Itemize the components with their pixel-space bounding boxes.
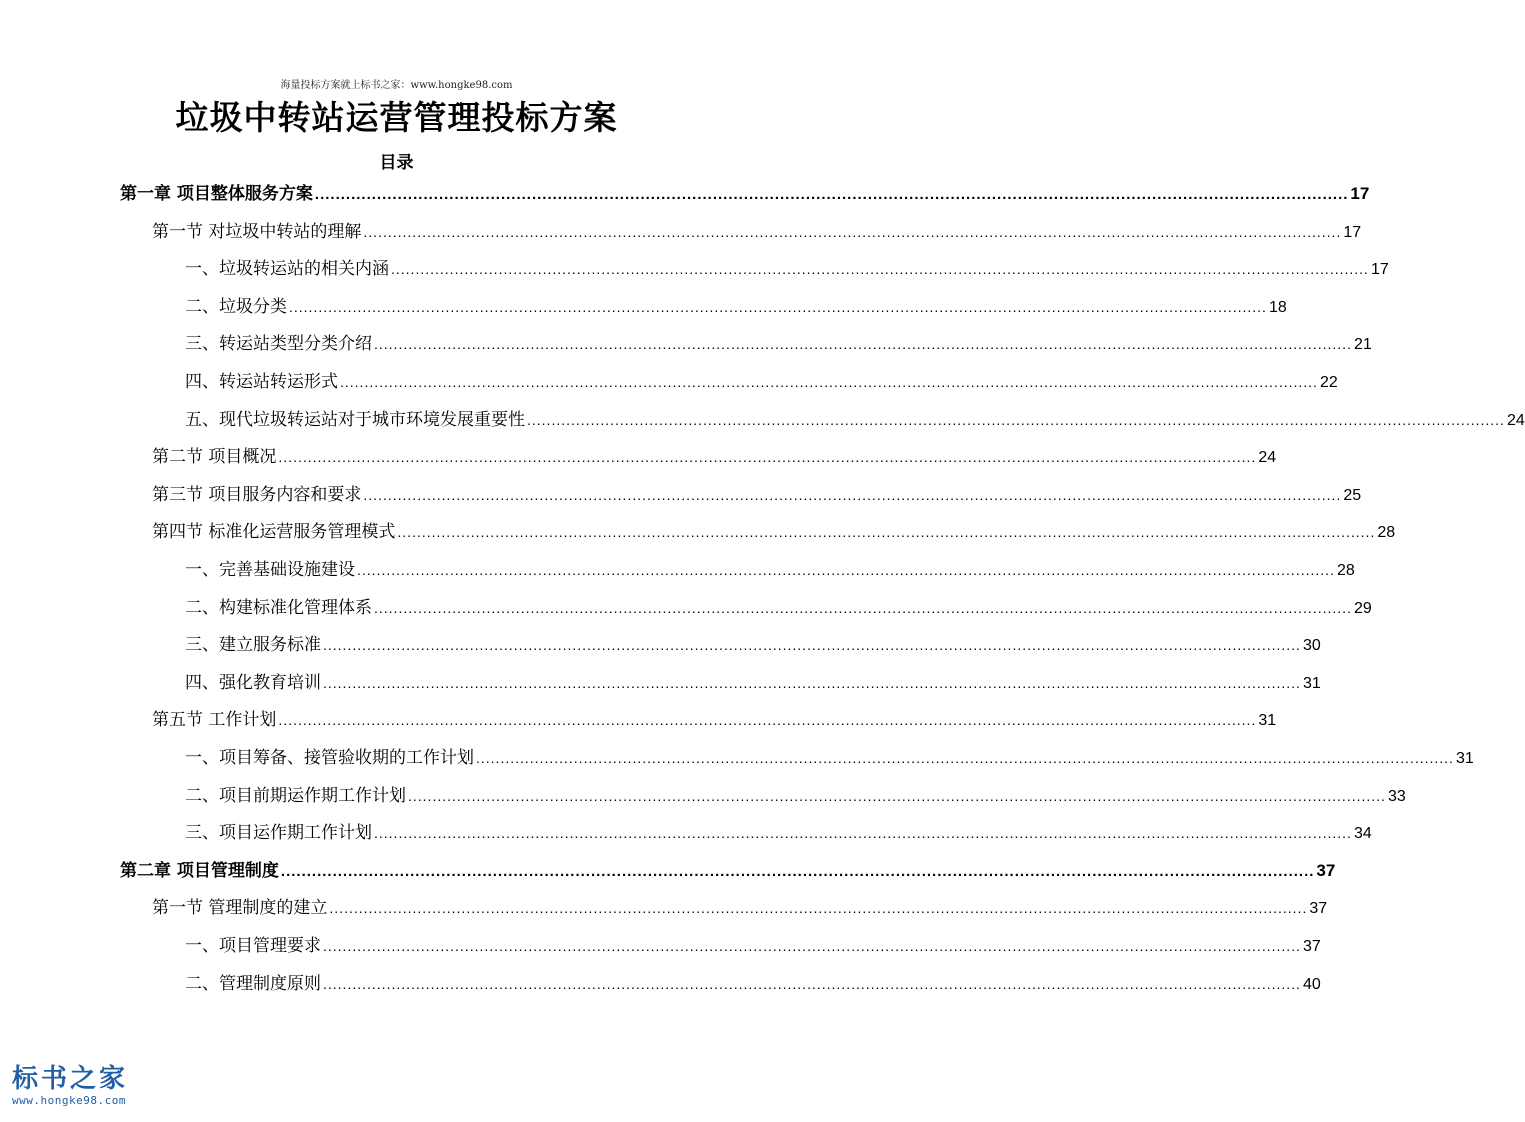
toc-entry-title: 第一章 项目整体服务方案 <box>120 184 313 204</box>
toc-leader-dots: ........................................................................................................................................................................................................ <box>397 524 1376 541</box>
toc-entry-page: 28 <box>1336 562 1355 579</box>
toc-entry-title: 第四节 标准化运营服务管理模式 <box>152 522 396 543</box>
toc-entry-page: 31 <box>1258 712 1277 730</box>
toc-heading: 目录 <box>379 153 414 173</box>
toc-leader-dots: ........................................................................................................................................................................................................ <box>323 637 1301 654</box>
toc-entry-page: 17 <box>1350 184 1370 203</box>
toc-entry-title: 第一节 对垃圾中转站的理解 <box>152 221 362 242</box>
toc-leader-dots: ........................................................................................................................................................................................................ <box>357 562 1335 578</box>
toc-leader-dots: ........................................................................................................................................................................................................ <box>280 862 1315 880</box>
toc-entry-title: 第一节 管理制度的建立 <box>152 898 328 919</box>
toc-leader-dots: ........................................................................................................................................................................................................ <box>323 674 1301 691</box>
toc-entry-page: 17 <box>1343 223 1362 241</box>
toc-entry[interactable] <box>185 289 1287 325</box>
toc-leader-dots: ........................................................................................................................................................................................................ <box>363 486 1342 503</box>
toc-leader-dots: ........................................................................................................................................................................................................ <box>374 599 1352 616</box>
toc-entry-page: 24 <box>1258 449 1277 467</box>
toc-entry[interactable] <box>120 853 1336 889</box>
toc-entry-title: 一、项目筹备、接管验收期的工作计划 <box>185 748 474 768</box>
toc-leader-dots: ........................................................................................................................................................................................................ <box>374 825 1352 842</box>
toc-entry-title: 四、转运站转运形式 <box>185 372 338 392</box>
toc-entry[interactable] <box>152 514 1396 550</box>
toc-entry-page: 18 <box>1268 298 1287 316</box>
toc-entry-page: 40 <box>1302 975 1321 993</box>
toc-entry[interactable] <box>185 552 1355 588</box>
toc-leader-dots: ........................................................................................................................................................................................................ <box>340 374 1318 390</box>
toc-entry-page: 29 <box>1353 599 1372 617</box>
toc-entry[interactable] <box>152 214 1362 250</box>
toc-leader-dots: ........................................................................................................................................................................................................ <box>278 712 1257 729</box>
toc-entry[interactable] <box>185 928 1321 964</box>
toc-entry-page: 37 <box>1302 938 1321 955</box>
toc-entry-title: 三、项目运作期工作计划 <box>185 823 372 844</box>
toc-leader-dots: ........................................................................................................................................................................................................ <box>323 938 1301 954</box>
toc-entry-title: 第二章 项目管理制度 <box>120 860 279 881</box>
toc-entry-page: 31 <box>1302 674 1321 692</box>
toc-leader-dots: ........................................................................................................................................................................................................ <box>323 975 1301 992</box>
toc-entry-title: 三、建立服务标准 <box>185 635 321 656</box>
toc-entry[interactable] <box>185 627 1321 663</box>
toc-leader-dots: ........................................................................................................................................................................................................ <box>289 298 1267 315</box>
toc-entry-title: 一、完善基础设施建设 <box>185 560 355 580</box>
toc-entry-title: 第三节 项目服务内容和要求 <box>152 484 362 505</box>
toc-leader-dots: ........................................................................................................................................................................................................ <box>527 411 1505 428</box>
toc-leader-dots: ........................................................................................................................................................................................................ <box>476 750 1454 766</box>
toc-entry[interactable] <box>185 665 1321 701</box>
toc-entry[interactable] <box>185 778 1406 814</box>
toc-leader-dots: ........................................................................................................................................................................................................ <box>363 223 1342 240</box>
watermark <box>12 1064 172 1108</box>
toc-entry[interactable] <box>152 890 1328 926</box>
header-note: 海量投标方案就上标书之家：www.hongke98.com <box>280 80 513 91</box>
toc-entry[interactable] <box>152 439 1277 475</box>
toc-entry[interactable] <box>185 251 1389 287</box>
toc-entry-page: 24 <box>1506 411 1525 429</box>
toc-entry-page: 17 <box>1370 261 1389 279</box>
toc-entry-page: 28 <box>1377 524 1396 542</box>
toc-leader-dots: ........................................................................................................................................................................................................ <box>408 787 1386 804</box>
toc-leader-dots: ........................................................................................................................................................................................................ <box>391 261 1369 278</box>
toc-entry[interactable] <box>185 326 1372 362</box>
toc-entry-page: 34 <box>1353 825 1372 843</box>
toc-entry-page: 21 <box>1353 336 1372 354</box>
toc-entry[interactable] <box>120 176 1370 212</box>
document-title: 垃圾中转站运营管理投标方案 <box>175 98 618 137</box>
toc-entry[interactable] <box>185 815 1372 851</box>
toc-entry[interactable] <box>185 590 1372 626</box>
toc-leader-dots: ........................................................................................................................................................................................................ <box>278 449 1257 466</box>
toc-leader-dots: ........................................................................................................................................................................................................ <box>314 186 1349 203</box>
toc-entry-title: 五、现代垃圾转运站对于城市环境发展重要性 <box>185 409 525 430</box>
toc-entry-title: 二、管理制度原则 <box>185 973 321 994</box>
toc-entry-title: 第五节 工作计划 <box>152 710 277 731</box>
toc-entry-page: 25 <box>1343 486 1362 504</box>
toc-entry-title: 一、项目管理要求 <box>185 936 321 956</box>
toc-entry[interactable] <box>185 402 1525 438</box>
toc-entry[interactable] <box>152 702 1277 738</box>
toc-entry-page: 22 <box>1319 374 1338 391</box>
watermark-logo: 标书之家 <box>12 1064 129 1094</box>
toc-entry-page: 30 <box>1302 637 1321 655</box>
toc-entry-title: 二、垃圾分类 <box>185 296 287 317</box>
watermark-url: www.hongke98.com <box>12 1094 126 1107</box>
toc-entry-title: 第二节 项目概况 <box>152 447 277 468</box>
toc-entry-title: 二、项目前期运作期工作计划 <box>185 785 406 806</box>
toc-entry-page: 37 <box>1309 900 1328 918</box>
toc-entry-title: 一、垃圾转运站的相关内涵 <box>185 259 389 280</box>
toc-entry-title: 二、构建标准化管理体系 <box>185 597 372 618</box>
toc-entry-page: 31 <box>1455 750 1474 767</box>
toc-entry[interactable] <box>152 477 1362 513</box>
toc-entry-page: 33 <box>1387 787 1406 805</box>
toc-entry[interactable] <box>185 740 1474 776</box>
toc-entry[interactable] <box>185 966 1321 1002</box>
toc-leader-dots: ........................................................................................................................................................................................................ <box>329 900 1308 917</box>
toc-entry-page: 37 <box>1316 860 1336 880</box>
toc-entry-title: 四、强化教育培训 <box>185 672 321 693</box>
toc-entry[interactable] <box>185 364 1338 400</box>
toc-entry-title: 三、转运站类型分类介绍 <box>185 334 372 355</box>
toc-leader-dots: ........................................................................................................................................................................................................ <box>374 336 1352 353</box>
